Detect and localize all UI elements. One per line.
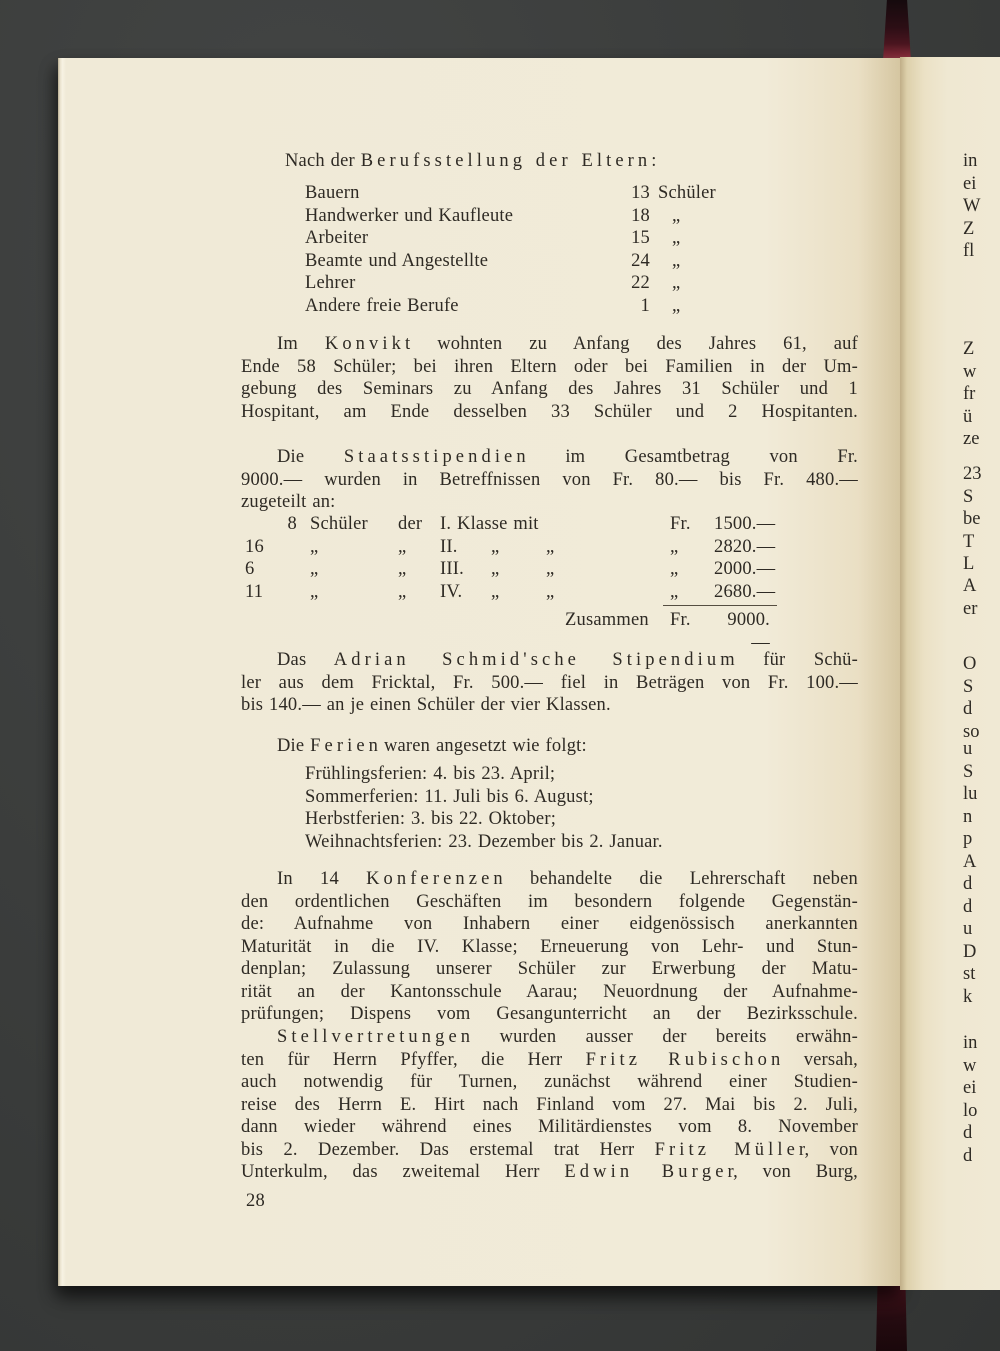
text-fragment: O <box>963 654 977 674</box>
text-line: den ordentlichen Geschäften im besondern folgende Gegenstän- <box>241 891 858 912</box>
table-cell: 22 <box>631 273 650 293</box>
text-fragment: S <box>963 762 974 782</box>
text-fragment: d <box>963 874 973 894</box>
paragraph-stellvertretungen <box>241 1026 858 1184</box>
text-line: auch notwendig für Turnen, zunächst während einer Studien- <box>241 1072 858 1092</box>
table-row <box>241 581 858 604</box>
text-fragment: w <box>963 362 977 382</box>
table-row <box>305 227 922 250</box>
text-line: Weihnachtsferien: 23. Dezember bis 2. Januar. <box>305 831 663 852</box>
text-fragment: p <box>963 829 973 849</box>
sum-currency: Fr. <box>670 610 691 630</box>
text-line: Frühlingsferien: 4. bis 23. April; <box>305 764 556 784</box>
text-line: Im K o n v i k t wohnten zu Anfang des Jahres 61, auf <box>277 334 858 354</box>
table-cell: „ <box>546 559 555 579</box>
text-fragment: w <box>963 1056 977 1076</box>
paragraph-staatsstipendien <box>241 446 858 514</box>
table-cell: Fr. <box>670 514 691 534</box>
paragraph-konferenzen <box>241 868 858 1026</box>
text-fragment: so <box>963 722 980 742</box>
text-line: gebung des Seminars zu Anfang des Jahres 31 Schüler und 1 <box>241 379 858 399</box>
table-cell: „ <box>672 250 681 271</box>
text-line: prüfungen; Dispens vom Gesangunterricht an der Bezirksschule. <box>241 1004 858 1024</box>
text-fragment: ei <box>963 1078 977 1098</box>
table-cell: „ <box>310 536 319 557</box>
text-fragment: T <box>963 532 975 552</box>
text-fragment: d <box>963 897 973 917</box>
text-line: dann wieder während eines Militärdienstes vom 8. November <box>241 1117 858 1137</box>
text-line: de: Aufnahme von Inhabern einer eidgenössisch anerkannten <box>241 914 858 934</box>
table-cell: IV. <box>440 581 463 602</box>
text-fragment: W <box>963 196 981 216</box>
text-line: 9000.— wurden in Betreffnissen von Fr. 80.— bis Fr. 480.— <box>241 469 858 490</box>
stipend-sum-row <box>565 609 770 654</box>
table-cell: „ <box>670 559 679 579</box>
text-fragment: D <box>963 942 977 962</box>
text-fragment: ei <box>963 174 977 194</box>
text-line: Hospitant, am Ende desselben 33 Schüler und 2 Hospitanten. <box>241 401 858 422</box>
table-cell: „ <box>546 536 555 557</box>
text-line: rität an der Kantonsschule Aarau; Neuordnung der Aufnahme- <box>241 981 858 1002</box>
table-row <box>241 513 858 536</box>
table-cell: 2680.— <box>714 581 776 602</box>
section-heading-berufsstellung: Nach der B e r u f s s t e l l u n g d e r E l t e r n : <box>285 151 657 171</box>
text-fragment: L <box>963 554 975 574</box>
text-fragment: lu <box>963 784 978 804</box>
table-cell: Andere freie Berufe <box>305 295 459 316</box>
text-line: ten für Herrn Pfyffer, die Herr F r i t z R u b i s c h o n versah, <box>241 1049 858 1070</box>
text-line: In 14 K o n f e r e n z e n behandelte die Lehrerschaft neben <box>277 869 858 889</box>
text-fragment: S <box>963 487 974 507</box>
text-fragment: 23 <box>963 464 982 484</box>
paragraph-schmid-stipendium <box>241 649 858 717</box>
table-cell: „ <box>310 581 319 602</box>
table-cell: 18 <box>631 205 650 226</box>
table-cell: „ <box>546 581 555 602</box>
table-cell: „ <box>672 205 681 226</box>
table-cell: „ <box>491 559 500 579</box>
text-line: Unterkulm, das zweitemal Herr E d w i n B u r g e r, von Burg, <box>241 1162 858 1182</box>
text-line: S t e l l v e r t r e t u n g e n wurden ausser der bereits erwähn- <box>277 1027 858 1047</box>
text-fragment: A <box>963 852 977 872</box>
table-cell: „ <box>398 536 407 557</box>
table-cell: Arbeiter <box>305 228 369 248</box>
table-cell: II. <box>440 536 458 557</box>
table-cell: Schüler <box>658 183 716 203</box>
table-cell: 24 <box>631 250 650 271</box>
table-row <box>305 182 922 205</box>
text-fragment: n <box>963 807 973 827</box>
table-row <box>241 536 858 559</box>
table-cell: III. <box>440 559 464 579</box>
text-fragment: lo <box>963 1101 978 1121</box>
text-fragment: ze <box>963 429 980 449</box>
table-cell <box>491 513 546 536</box>
text-fragment: fl <box>963 241 975 261</box>
table-row <box>305 272 922 295</box>
text-line: ler aus dem Fricktal, Fr. 500.— fiel in Beträgen von Fr. 100.— <box>241 672 858 693</box>
stipend-table <box>241 513 858 603</box>
text-fragment: d <box>963 699 973 719</box>
sum-label: Zusammen <box>565 610 649 630</box>
table-cell <box>546 513 670 536</box>
text-fragment: in <box>963 1033 978 1053</box>
text-line: denplan; Zulassung unserer Schüler zur Erwerbung der Matu- <box>241 959 858 979</box>
text-line: Herbstferien: 3. bis 22. Oktober; <box>305 809 557 829</box>
text-line: Das A d r i a n S c h m i d ' s c h e S t i p e n d i u m für Schü- <box>277 650 858 670</box>
table-cell: 2820.— <box>714 536 776 557</box>
table-cell: 11 <box>245 581 264 602</box>
text-line: Die S t a a t s s t i p e n d i e n im Gesamtbetrag von Fr. <box>277 447 858 467</box>
text-fragment: st <box>963 964 976 984</box>
table-row <box>241 558 858 581</box>
book-page-left <box>58 58 900 1286</box>
table-cell: „ <box>670 581 679 602</box>
table-cell: Bauern <box>305 183 360 203</box>
table-cell: „ <box>491 536 500 557</box>
text-line: bis 140.— an je einen Schüler der vier Klassen. <box>241 695 611 715</box>
table-cell: Handwerker und Kaufleute <box>305 205 514 226</box>
bookmark-ribbon-bottom <box>876 1283 907 1351</box>
table-cell: 6 <box>245 559 255 579</box>
table-cell: „ <box>670 536 679 557</box>
table-cell: 13 <box>631 183 650 203</box>
table-cell: I. Klasse mit <box>440 514 539 534</box>
text-line: Ende 58 Schüler; bei ihren Eltern oder bei Familien in der Um- <box>241 356 858 377</box>
text-fragment: Z <box>963 339 975 359</box>
text-fragment: A <box>963 576 977 596</box>
ferien-heading: Die F e r i e n waren angesetzt wie folgt: <box>277 736 587 756</box>
text-line: bis 2. Dezember. Das erstemal trat Herr F r i t z M ü l l e r, von <box>241 1139 858 1160</box>
text-fragment: Z <box>963 219 975 239</box>
ferien-list <box>241 763 922 853</box>
text-fragment: d <box>963 1123 973 1143</box>
table-cell: „ <box>310 559 319 579</box>
paragraph-konvikt <box>241 333 858 423</box>
text-fragment: er <box>963 599 978 619</box>
text-fragment: fr <box>963 384 976 404</box>
table-cell: Lehrer <box>305 273 356 293</box>
text-fragment: ü <box>963 407 973 427</box>
text-line: Maturität in die IV. Klasse; Erneuerung von Lehr- und Stun- <box>241 936 858 957</box>
text-fragment: u <box>963 739 973 759</box>
table-cell: Schüler <box>310 514 368 534</box>
text-line: zugeteilt an: <box>241 492 336 512</box>
table-row <box>305 250 922 273</box>
text-fragment: in <box>963 151 978 171</box>
table-cell: 8 <box>287 514 297 534</box>
text-fragment: u <box>963 919 973 939</box>
table-cell: „ <box>398 581 407 602</box>
table-cell: „ <box>398 559 407 579</box>
text-fragment: S <box>963 677 974 697</box>
table-cell: „ <box>672 295 681 316</box>
table-cell: 16 <box>245 536 264 557</box>
text-line: reise des Herrn E. Hirt nach Finland vom 27. Mai bis 2. Juli, <box>241 1094 858 1115</box>
next-page-text-fragments <box>961 0 1000 1290</box>
table-row <box>305 205 922 228</box>
text-line: Sommerferien: 11. Juli bis 6. August; <box>305 786 594 807</box>
text-fragment: be <box>963 509 981 529</box>
table-cell: 1500.— <box>714 514 776 534</box>
page-text-block <box>241 58 858 1286</box>
text-fragment: k <box>963 987 973 1007</box>
table-cell: der <box>398 514 423 534</box>
page-number: 28 <box>246 1191 265 1211</box>
table-cell: 2000.— <box>714 559 776 579</box>
table-cell: „ <box>491 581 500 602</box>
table-cell: Beamte und Angestellte <box>305 250 489 271</box>
table-cell: 1 <box>640 295 650 316</box>
table-cell: 15 <box>631 228 650 248</box>
bookmark-ribbon-top <box>883 0 911 61</box>
table-cell: „ <box>672 228 681 248</box>
text-fragment: d <box>963 1146 973 1166</box>
sum-amount: 9000.— <box>727 610 770 653</box>
table-cell: „ <box>672 273 681 293</box>
table-row <box>305 295 922 318</box>
professions-table <box>241 182 922 317</box>
